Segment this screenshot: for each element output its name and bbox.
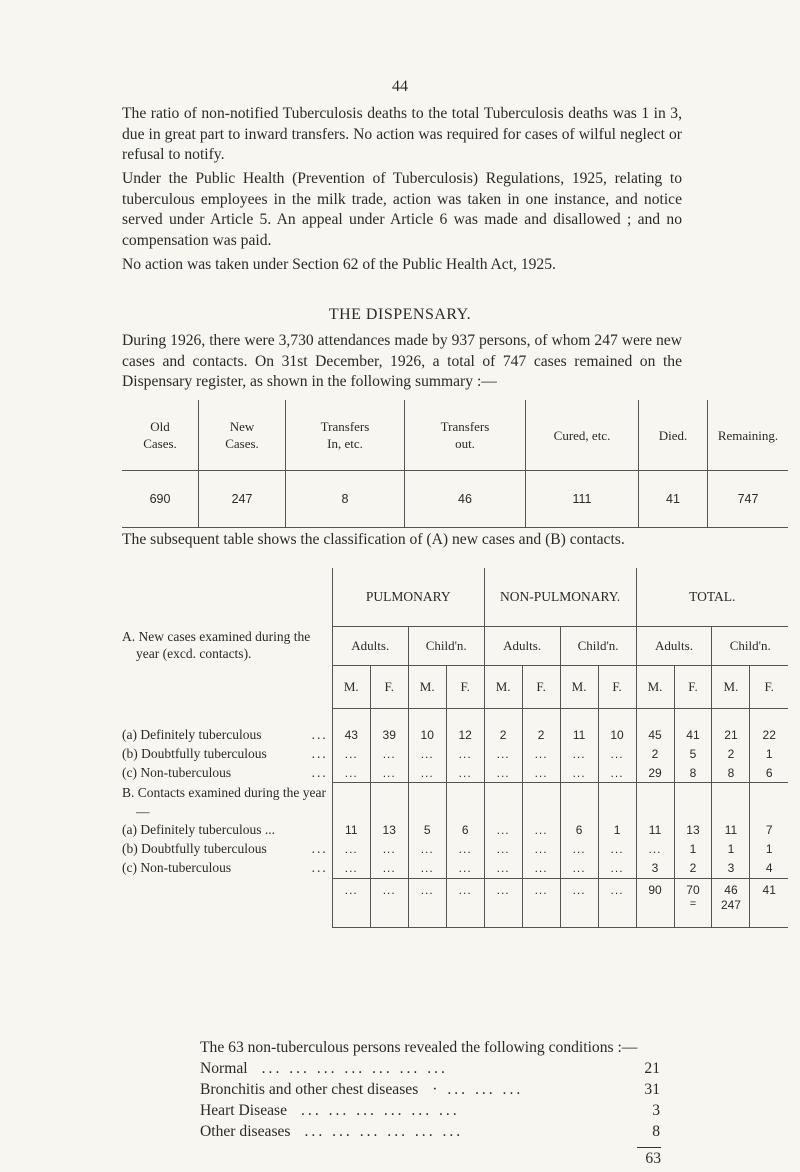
equals-sign: = bbox=[689, 897, 697, 910]
group-header-row bbox=[122, 568, 788, 627]
dispensary-heading: THE DISPENSARY. bbox=[328, 306, 472, 323]
row-label bbox=[122, 878, 332, 927]
row-value-cell: ... bbox=[522, 878, 560, 927]
sex-header: F. bbox=[522, 666, 560, 709]
sex-header: M. bbox=[712, 666, 750, 709]
row-value-cell bbox=[484, 709, 522, 726]
blank-cell bbox=[370, 783, 408, 821]
row-value-cell bbox=[750, 709, 788, 726]
leader-dots: ... ... ... ... ... ... bbox=[304, 1123, 464, 1140]
condition-label: Heart Disease bbox=[200, 1102, 288, 1119]
blank-cell bbox=[674, 783, 712, 821]
grand-total: 247 bbox=[720, 897, 741, 912]
blank-cell bbox=[636, 783, 674, 821]
sex-header: F. bbox=[674, 666, 712, 709]
row-value-cell: 12 bbox=[446, 725, 484, 744]
sex-header: M. bbox=[636, 666, 674, 709]
row-value-cell: ... bbox=[446, 744, 484, 763]
row-value-cell: 6 bbox=[750, 763, 788, 783]
paragraph-milk-trade: Under the Public Health (Prevention of Tuberculosis) Regulations, 1925, relating to tuberculous employees in the milk trade, action was taken in one instance, and notice served under Article 5. An appeal under Article 6 was made and disallowed ; and no compensation was paid. bbox=[122, 170, 682, 249]
row-value-cell: 11 bbox=[332, 821, 370, 840]
sex-header: M. bbox=[560, 666, 598, 709]
condition-value: 3 bbox=[652, 1102, 660, 1119]
summary-header-cell: Transfers In, etc. bbox=[286, 400, 405, 471]
row-value-cell: 11 bbox=[560, 725, 598, 744]
blank-cell bbox=[446, 783, 484, 821]
group-non-pulmonary: NON-PULMONARY. bbox=[484, 568, 636, 627]
row-label: (b) Doubtfully tuberculous ... bbox=[122, 841, 328, 856]
row-value-cell: ... bbox=[370, 744, 408, 763]
row-value-cell: 5 bbox=[674, 744, 712, 763]
condition-value: 21 bbox=[644, 1060, 660, 1077]
row-label: (c) Non-tuberculous ... bbox=[122, 764, 328, 780]
row-value-cell: 1 bbox=[750, 840, 788, 859]
row-value-cell: 10 bbox=[598, 725, 636, 744]
section-b-label-row bbox=[122, 783, 788, 821]
row-value-cell: 2 bbox=[674, 859, 712, 879]
blank-cell bbox=[408, 783, 446, 821]
condition-row bbox=[200, 1079, 660, 1100]
sub-header: Child'n. bbox=[560, 627, 636, 666]
summary-value-remaining: 747 bbox=[708, 471, 789, 528]
row-value-cell: 11 bbox=[636, 821, 674, 840]
condition-row bbox=[200, 1058, 660, 1079]
dispensary-summary-table bbox=[122, 400, 788, 528]
blank-cell bbox=[332, 783, 370, 821]
blank-cell bbox=[560, 783, 598, 821]
row-value-cell: 2 bbox=[636, 744, 674, 763]
summary-header-cell: Died. bbox=[639, 400, 708, 471]
row-value-cell: 7 bbox=[750, 821, 788, 840]
row-value-cell: 2 bbox=[522, 725, 560, 744]
sex-header: M. bbox=[332, 666, 370, 709]
row-value-cell: ... bbox=[408, 763, 446, 783]
section-b-label: B. Contacts examined during the year— bbox=[122, 784, 326, 819]
row-value-cell: ... bbox=[522, 744, 560, 763]
row-value-cell: 21 bbox=[712, 725, 750, 744]
row-value-cell: 8 bbox=[712, 763, 750, 783]
row-value-cell: 13 bbox=[674, 821, 712, 840]
page-number: 44 bbox=[392, 78, 408, 95]
row-value-cell: ... bbox=[370, 878, 408, 927]
data-row bbox=[122, 821, 788, 840]
row-value-cell: 45 bbox=[636, 725, 674, 744]
blank-cell bbox=[522, 783, 560, 821]
row-value-cell: 8 bbox=[674, 763, 712, 783]
row-value-cell: ... bbox=[484, 859, 522, 879]
sex-header: F. bbox=[598, 666, 636, 709]
total-rule bbox=[637, 1147, 661, 1148]
row-value-cell: 41 bbox=[674, 725, 712, 744]
conditions-list bbox=[200, 1058, 660, 1142]
row-value-cell: ... bbox=[598, 859, 636, 879]
row-value-cell: 1 bbox=[750, 744, 788, 763]
leader-dots: · ... ... ... bbox=[432, 1081, 524, 1098]
condition-label: Bronchitis and other chest diseases bbox=[200, 1081, 419, 1098]
row-value-cell: 11 bbox=[712, 821, 750, 840]
blank-cell bbox=[712, 783, 750, 821]
total-adults-f: 70 = bbox=[674, 878, 712, 927]
data-row bbox=[122, 709, 788, 726]
row-value-cell: ... bbox=[522, 821, 560, 840]
row-value-cell: 4 bbox=[750, 859, 788, 879]
row-value-cell bbox=[598, 709, 636, 726]
row-value-cell: ... bbox=[408, 859, 446, 879]
summary-value-old: 690 bbox=[122, 471, 199, 528]
row-value-cell bbox=[332, 709, 370, 726]
row-value-cell bbox=[370, 709, 408, 726]
summary-value-cured: 111 bbox=[526, 471, 639, 528]
row-value-cell bbox=[522, 709, 560, 726]
row-value-cell: ... bbox=[332, 744, 370, 763]
sub-header: Child'n. bbox=[408, 627, 484, 666]
row-value-cell: ... bbox=[370, 859, 408, 879]
condition-label: Normal bbox=[200, 1060, 248, 1077]
row-value-cell: 3 bbox=[712, 859, 750, 879]
row-value-cell: 1 bbox=[598, 821, 636, 840]
summary-value-died: 41 bbox=[639, 471, 708, 528]
sex-header: M. bbox=[484, 666, 522, 709]
row-value-cell: ... bbox=[408, 840, 446, 859]
row-value-cell: ... bbox=[484, 763, 522, 783]
row-value-cell: 1 bbox=[674, 840, 712, 859]
row-value-cell: 22 bbox=[750, 725, 788, 744]
row-value-cell: 10 bbox=[408, 725, 446, 744]
row-value-cell: 5 bbox=[408, 821, 446, 840]
sex-header: F. bbox=[446, 666, 484, 709]
summary-value-new: 247 bbox=[199, 471, 286, 528]
blank-cell bbox=[750, 783, 788, 821]
section-b-rows bbox=[122, 783, 788, 879]
row-value-cell: ... bbox=[484, 744, 522, 763]
blank-cell bbox=[484, 783, 522, 821]
sub-header: Adults. bbox=[332, 627, 408, 666]
paragraph-notification: The ratio of non-notified Tuberculosis deaths to the total Tuberculosis deaths was 1 in 3, due in great part to inward transfers. No action was required for cases of wilful neglect or refusal to notify. bbox=[122, 105, 682, 164]
row-value-cell bbox=[674, 709, 712, 726]
summary-value-row bbox=[122, 471, 788, 528]
row-label: (a) Definitely tuberculous ... bbox=[122, 726, 328, 742]
row-value-cell: ... bbox=[598, 744, 636, 763]
row-value-cell: 6 bbox=[560, 821, 598, 840]
summary-header-cell: Old Cases. bbox=[122, 400, 199, 471]
condition-row bbox=[200, 1100, 660, 1121]
summary-header-cell: Transfers out. bbox=[405, 400, 526, 471]
row-value-cell: ... bbox=[522, 840, 560, 859]
summary-value-transfers-in: 8 bbox=[286, 471, 405, 528]
row-value-cell: ... bbox=[332, 840, 370, 859]
summary-header-row bbox=[122, 400, 788, 471]
data-row bbox=[122, 763, 788, 783]
row-value-cell: ... bbox=[446, 859, 484, 879]
row-value-cell bbox=[408, 709, 446, 726]
row-label: (a) Definitely tuberculous ... bbox=[122, 822, 275, 837]
row-value-cell bbox=[446, 709, 484, 726]
row-value-cell: 6 bbox=[446, 821, 484, 840]
row-value-cell: ... bbox=[598, 840, 636, 859]
row-value-cell: ... bbox=[560, 763, 598, 783]
condition-value: 8 bbox=[652, 1123, 660, 1140]
row-value-cell: ... bbox=[408, 878, 446, 927]
row-value-cell: ... bbox=[560, 744, 598, 763]
condition-label: Other diseases bbox=[200, 1123, 291, 1140]
sex-header: M. bbox=[408, 666, 446, 709]
row-value-cell: 13 bbox=[370, 821, 408, 840]
sex-header-row bbox=[122, 666, 788, 709]
row-value-cell bbox=[560, 709, 598, 726]
summary-header-cell: Remaining. bbox=[708, 400, 789, 471]
row-label: (b) Doubtfully tuberculous ... bbox=[122, 745, 328, 761]
condition-value: 31 bbox=[644, 1081, 660, 1098]
row-label bbox=[122, 709, 332, 726]
row-value-cell bbox=[712, 709, 750, 726]
total-child-m: 46 247 bbox=[712, 878, 750, 927]
row-value-cell: ... bbox=[598, 763, 636, 783]
classification-intro: The subsequent table shows the classification of (A) new cases and (B) contacts. bbox=[122, 531, 625, 548]
row-value-cell: 90 bbox=[636, 878, 674, 927]
row-value-cell: ... bbox=[560, 840, 598, 859]
summary-value-transfers-out: 46 bbox=[405, 471, 526, 528]
summary-header-cell: Cured, etc. bbox=[526, 400, 639, 471]
row-value-cell: ... bbox=[636, 840, 674, 859]
row-value-cell: ... bbox=[332, 878, 370, 927]
conditions-intro: The 63 non-tuberculous persons revealed the following conditions :— bbox=[200, 1039, 638, 1056]
data-row bbox=[122, 744, 788, 763]
row-value-cell: ... bbox=[332, 859, 370, 879]
row-value-cell: ... bbox=[332, 763, 370, 783]
row-value-cell: ... bbox=[522, 763, 560, 783]
row-value-cell: 1 bbox=[712, 840, 750, 859]
summary-header-cell: New Cases. bbox=[199, 400, 286, 471]
row-value-cell: ... bbox=[408, 744, 446, 763]
section-a-rows bbox=[122, 709, 788, 783]
row-value-cell: ... bbox=[598, 878, 636, 927]
row-value-cell: ... bbox=[560, 878, 598, 927]
row-value-cell: ... bbox=[522, 859, 560, 879]
data-row bbox=[122, 840, 788, 859]
row-value-cell: ... bbox=[484, 821, 522, 840]
group-pulmonary: PULMONARY bbox=[332, 568, 484, 627]
data-row bbox=[122, 725, 788, 744]
row-value-cell: 29 bbox=[636, 763, 674, 783]
paragraph-section-62: No action was taken under Section 62 of the Public Health Act, 1925. bbox=[122, 256, 556, 273]
totals-row bbox=[122, 878, 788, 927]
sex-header: F. bbox=[750, 666, 788, 709]
row-value-cell: 2 bbox=[484, 725, 522, 744]
row-value-cell: ... bbox=[484, 878, 522, 927]
sub-header: Child'n. bbox=[712, 627, 788, 666]
row-value-cell: ... bbox=[446, 840, 484, 859]
row-label: (c) Non-tuberculous ... bbox=[122, 860, 328, 876]
row-value-cell: 43 bbox=[332, 725, 370, 744]
leader-dots: ... ... ... ... ... ... ... bbox=[261, 1060, 448, 1077]
dispensary-paragraph: During 1926, there were 3,730 attendances made by 937 persons, of whom 247 were new cases and contacts. On 31st December, 1926, a total of 747 cases remained on the Dispensary register, as shown in the following summary :— bbox=[122, 332, 682, 391]
blank-cell bbox=[598, 783, 636, 821]
condition-row bbox=[200, 1121, 660, 1142]
row-value-cell: 41 bbox=[750, 878, 788, 927]
row-value-cell: 3 bbox=[636, 859, 674, 879]
row-value-cell: ... bbox=[446, 878, 484, 927]
sub-header: Adults. bbox=[484, 627, 560, 666]
group-total: TOTAL. bbox=[636, 568, 788, 627]
sub-header: Adults. bbox=[636, 627, 712, 666]
row-value-cell: ... bbox=[446, 763, 484, 783]
row-value-cell: ... bbox=[560, 859, 598, 879]
classification-table bbox=[122, 568, 788, 928]
sex-header: F. bbox=[370, 666, 408, 709]
row-value-cell: ... bbox=[484, 840, 522, 859]
row-value-cell: ... bbox=[370, 763, 408, 783]
row-value-cell: ... bbox=[370, 840, 408, 859]
section-a-label: A. New cases examined during the year (excd. contacts). bbox=[122, 628, 311, 661]
row-value-cell bbox=[636, 709, 674, 726]
totals-rows bbox=[122, 878, 788, 927]
blank-label bbox=[122, 666, 332, 709]
conditions-total: 63 bbox=[645, 1150, 661, 1167]
row-value-cell: 39 bbox=[370, 725, 408, 744]
data-row bbox=[122, 859, 788, 879]
leader-dots: ... ... ... ... ... ... bbox=[301, 1102, 460, 1119]
row-value-cell: 2 bbox=[712, 744, 750, 763]
